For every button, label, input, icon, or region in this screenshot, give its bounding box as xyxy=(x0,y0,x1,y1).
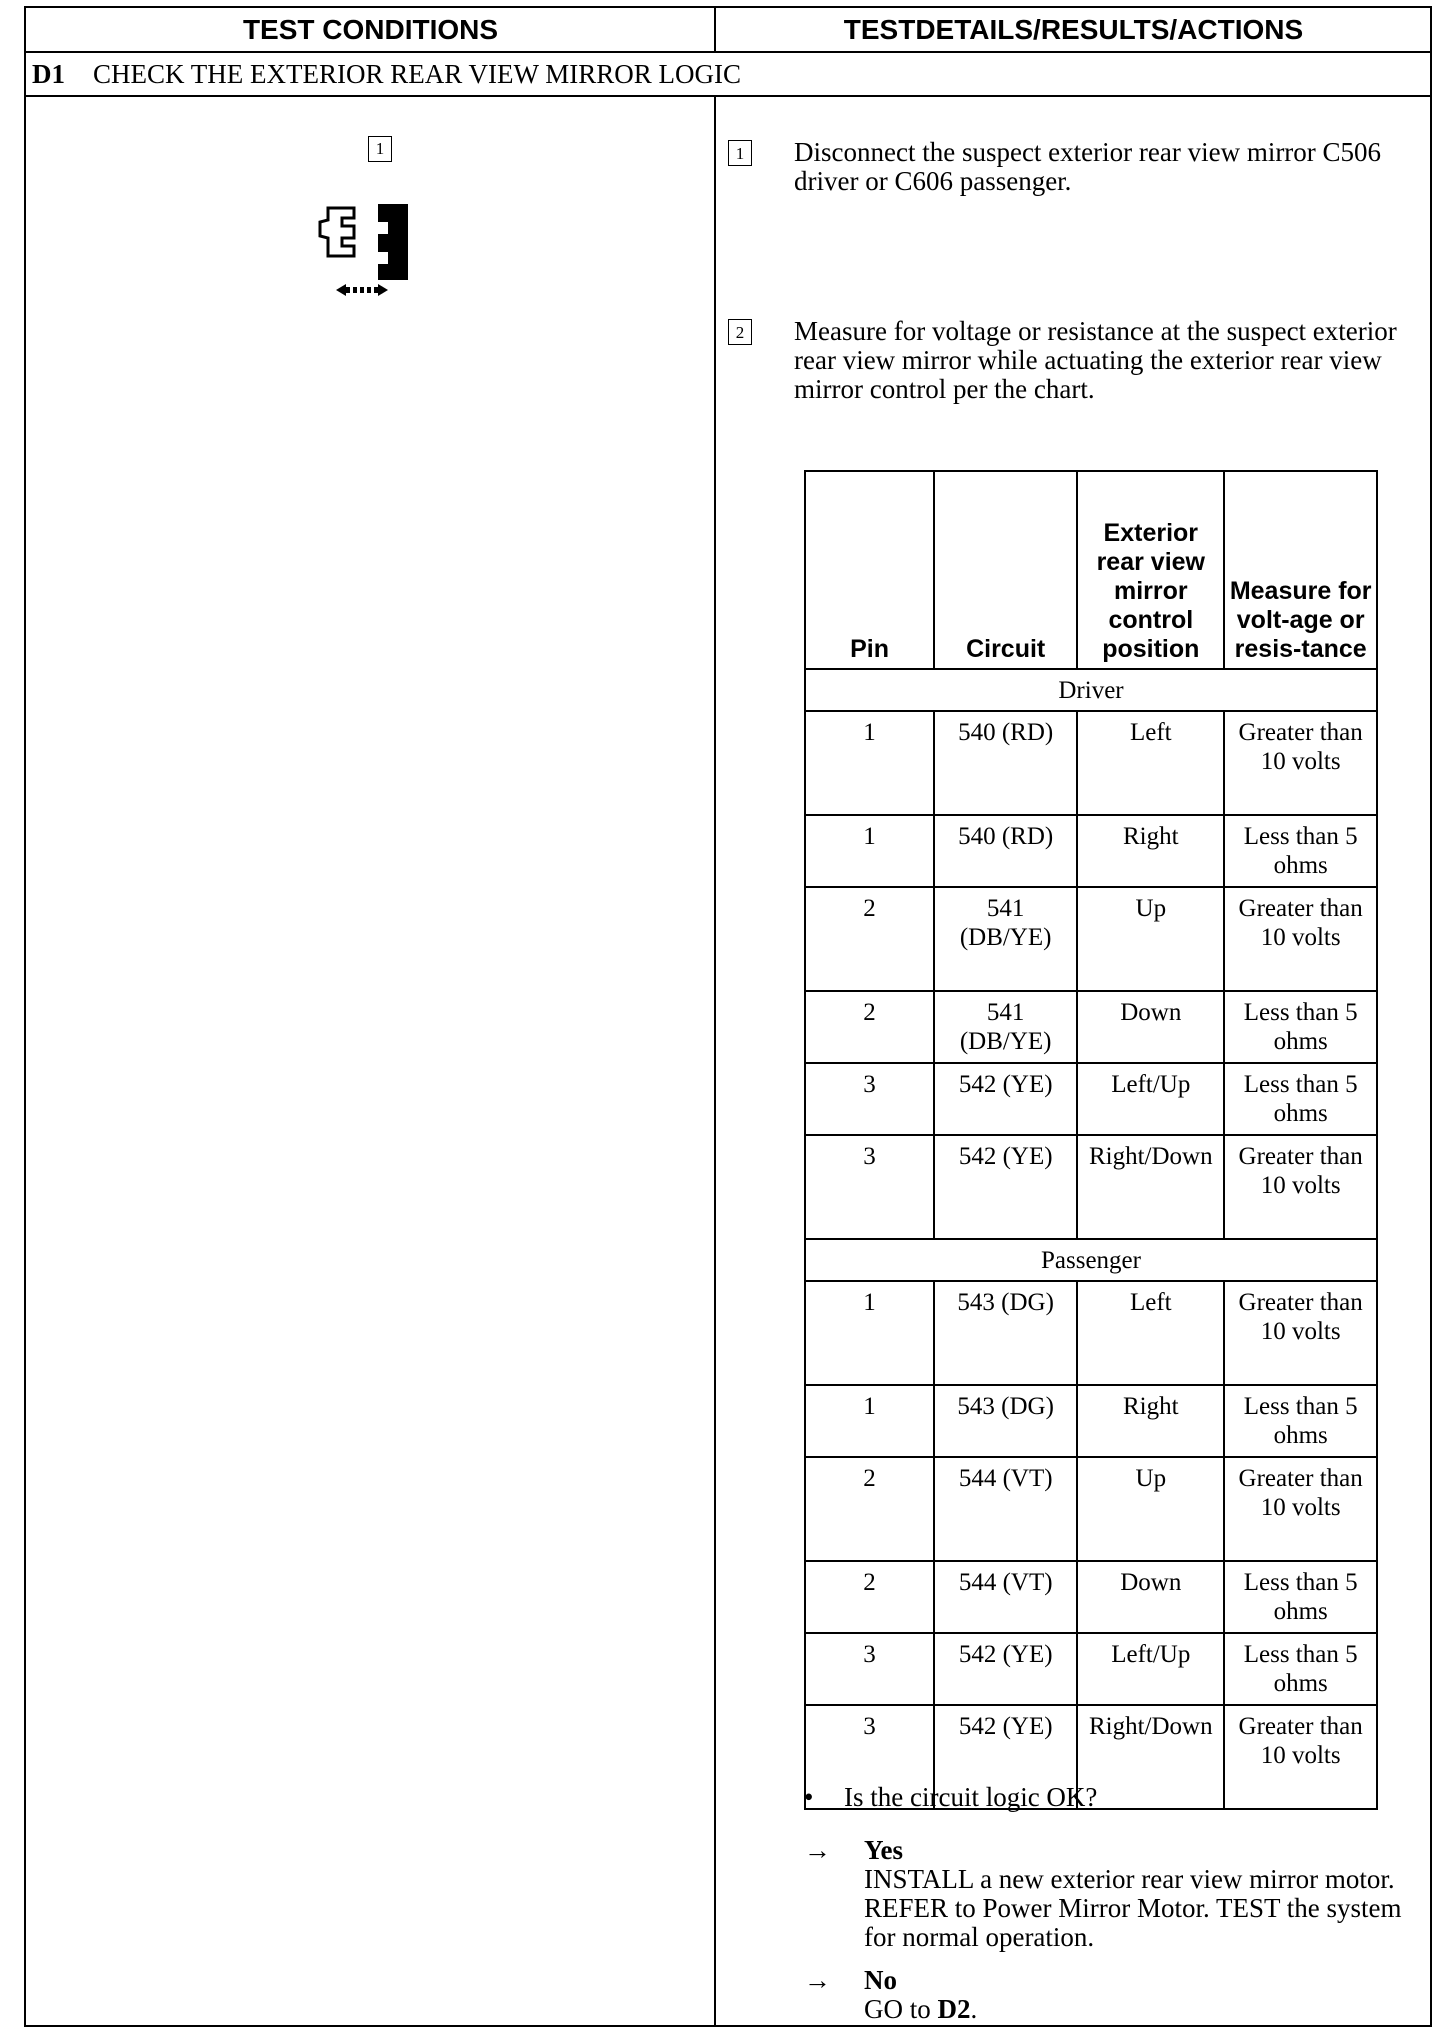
arrow-icon: → xyxy=(804,1965,831,1995)
answer-no-prefix: GO to xyxy=(864,1994,938,2024)
group-label: Passenger xyxy=(805,1239,1377,1281)
table-row xyxy=(805,991,1377,1063)
cell-position: Up xyxy=(1077,1457,1224,1561)
cell-circuit: 540 (RD) xyxy=(934,815,1077,887)
column-header-measure: Measure for volt-age or resis-tance xyxy=(1224,471,1377,669)
table-row xyxy=(805,1063,1377,1135)
cell-measure: Greater than 10 volts xyxy=(1224,1135,1377,1239)
cell-circuit: 542 (YE) xyxy=(934,1633,1077,1705)
cell-position: Right/Down xyxy=(1077,1705,1224,1809)
cell-pin: 1 xyxy=(805,1385,934,1457)
answer-yes xyxy=(804,1835,1402,1952)
cell-pin: 2 xyxy=(805,991,934,1063)
table-row xyxy=(805,815,1377,887)
cell-position: Up xyxy=(1077,887,1224,991)
step-2-box: 2 xyxy=(728,319,752,345)
step-1-box: 1 xyxy=(728,140,752,166)
answer-no-label: No xyxy=(864,1965,897,1995)
question-text: Is the circuit logic OK? xyxy=(844,1782,1098,1812)
cell-circuit: 541 (DB/YE) xyxy=(934,991,1077,1063)
cell-measure: Greater than 10 volts xyxy=(1224,887,1377,991)
connector-disconnect-icon xyxy=(298,168,448,298)
measurement-table xyxy=(804,470,1378,1810)
cell-circuit: 543 (DG) xyxy=(934,1385,1077,1457)
column-header-pin: Pin xyxy=(805,471,934,669)
table-header-row xyxy=(805,471,1377,669)
table-row xyxy=(805,887,1377,991)
cell-pin: 3 xyxy=(805,1705,934,1809)
group-row xyxy=(805,669,1377,711)
cell-measure: Greater than 10 volts xyxy=(1224,1281,1377,1385)
answer-yes-label: Yes xyxy=(864,1835,903,1865)
answer-no-end: . xyxy=(970,1994,978,2024)
cell-pin: 3 xyxy=(805,1135,934,1239)
cell-measure: Less than 5 ohms xyxy=(1224,1561,1377,1633)
answer-no-text xyxy=(864,1995,1404,2024)
cell-position: Right xyxy=(1077,1385,1224,1457)
step-1-text: Disconnect the suspect exterior rear view mirror C506 driver or C606 passenger. xyxy=(794,137,1382,196)
table-row xyxy=(805,711,1377,815)
cell-pin: 1 xyxy=(805,815,934,887)
answer-no-target: D2 xyxy=(937,1994,971,2024)
table-row xyxy=(805,1135,1377,1239)
cell-pin: 3 xyxy=(805,1633,934,1705)
cell-position: Down xyxy=(1077,1561,1224,1633)
cell-measure: Greater than 10 volts xyxy=(1224,1457,1377,1561)
cell-circuit: 542 (YE) xyxy=(934,1705,1077,1809)
cell-measure: Less than 5 ohms xyxy=(1224,1633,1377,1705)
answer-yes-text: INSTALL a new exterior rear view mirror motor. REFER to Power Mirror Motor. TEST the system for normal operation. xyxy=(864,1864,1402,1952)
question xyxy=(804,1782,1097,1812)
header-test-conditions: TEST CONDITIONS xyxy=(26,8,715,53)
cell-circuit: 544 (VT) xyxy=(934,1561,1077,1633)
connector-illustration xyxy=(298,132,448,312)
cell-position: Right xyxy=(1077,815,1224,887)
header-test-details: TESTDETAILS/RESULTS/ACTIONS xyxy=(715,8,1432,53)
table-row xyxy=(805,1633,1377,1705)
cell-measure: Less than 5 ohms xyxy=(1224,1385,1377,1457)
cell-circuit: 542 (YE) xyxy=(934,1063,1077,1135)
illustration-step-box: 1 xyxy=(368,136,392,162)
cell-circuit: 544 (VT) xyxy=(934,1457,1077,1561)
cell-position: Down xyxy=(1077,991,1224,1063)
column-header-position: Exterior rear view mirror control position xyxy=(1077,471,1224,669)
cell-pin: 1 xyxy=(805,711,934,815)
cell-position: Left xyxy=(1077,1281,1224,1385)
cell-measure: Less than 5 ohms xyxy=(1224,815,1377,887)
table-body xyxy=(805,669,1377,1809)
section-heading xyxy=(26,53,1430,97)
section-title: CHECK THE EXTERIOR REAR VIEW MIRROR LOGIC xyxy=(93,58,741,89)
cell-measure: Less than 5 ohms xyxy=(1224,991,1377,1063)
answer-no xyxy=(804,1966,1394,2026)
cell-circuit: 543 (DG) xyxy=(934,1281,1077,1385)
cell-position: Left/Up xyxy=(1077,1063,1224,1135)
table-row xyxy=(805,1385,1377,1457)
cell-position: Left xyxy=(1077,711,1224,815)
cell-pin: 2 xyxy=(805,887,934,991)
cell-circuit: 541 (DB/YE) xyxy=(934,887,1077,991)
cell-position: Left/Up xyxy=(1077,1633,1224,1705)
cell-measure: Less than 5 ohms xyxy=(1224,1063,1377,1135)
section-code: D1 xyxy=(32,58,65,89)
group-row xyxy=(805,1239,1377,1281)
column-divider xyxy=(714,97,716,2025)
cell-pin: 1 xyxy=(805,1281,934,1385)
diagnostic-page xyxy=(24,6,1432,2027)
cell-pin: 3 xyxy=(805,1063,934,1135)
cell-pin: 2 xyxy=(805,1457,934,1561)
column-header-circuit: Circuit xyxy=(934,471,1077,669)
table-row xyxy=(805,1457,1377,1561)
cell-pin: 2 xyxy=(805,1561,934,1633)
cell-measure: Greater than 10 volts xyxy=(1224,1705,1377,1809)
cell-circuit: 542 (YE) xyxy=(934,1135,1077,1239)
cell-position: Right/Down xyxy=(1077,1135,1224,1239)
step-2-text: Measure for voltage or resistance at the suspect exterior rear view mirror while actuating the exterior rear view mirror control per the chart. xyxy=(794,316,1397,404)
cell-circuit: 540 (RD) xyxy=(934,711,1077,815)
arrow-icon: → xyxy=(804,1835,831,1865)
group-label: Driver xyxy=(805,669,1377,711)
table-row xyxy=(805,1281,1377,1385)
question-bullet: • xyxy=(804,1782,814,1812)
cell-measure: Greater than 10 volts xyxy=(1224,711,1377,815)
table-row xyxy=(805,1561,1377,1633)
